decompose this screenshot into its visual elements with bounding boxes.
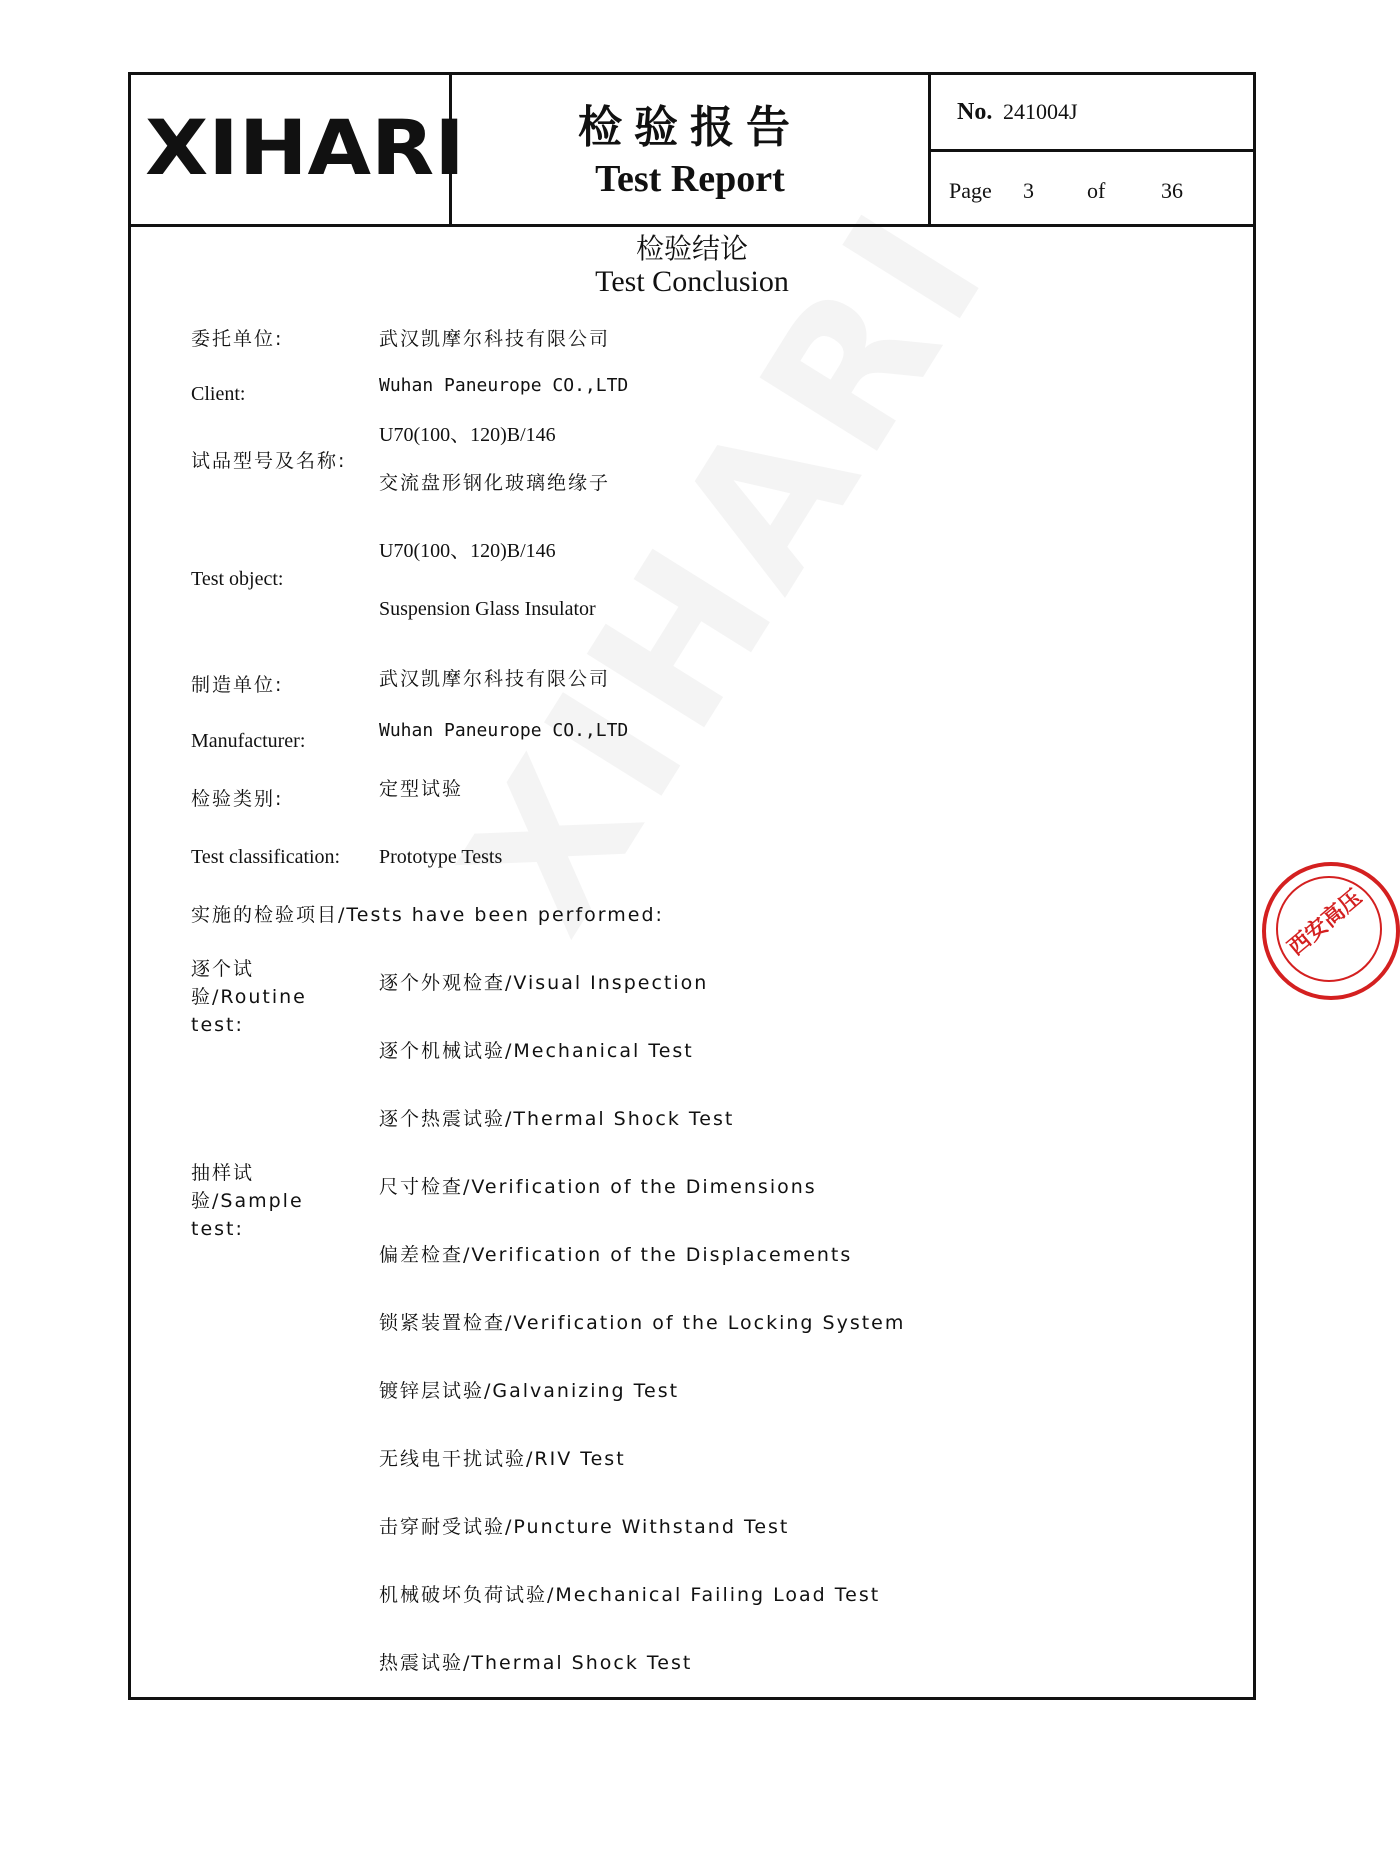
sample-test-item: 偏差检查/Verification of the Displacements — [379, 1244, 853, 1266]
manufacturer-cn-value: 武汉凯摩尔科技有限公司 — [379, 668, 611, 690]
client-cn-label: 委托单位: — [191, 328, 284, 350]
page-total: 36 — [1161, 178, 1183, 203]
logo-cell — [131, 75, 465, 224]
section-title-en: Test Conclusion — [595, 265, 789, 298]
client-cn-value: 武汉凯摩尔科技有限公司 — [379, 328, 611, 350]
report-header — [131, 75, 1253, 227]
class-en-label: Test classification: — [191, 846, 341, 868]
client-en-label: Client: — [191, 383, 246, 405]
class-en-value: Prototype Tests — [379, 846, 503, 868]
routine-test-item: 逐个外观检查/Visual Inspection — [379, 972, 709, 994]
object-en-label: Test object: — [191, 568, 284, 590]
object-en-model: U70(100、120)B/146 — [379, 540, 556, 562]
sample-test-item: 无线电干扰试验/RIV Test — [379, 1448, 626, 1470]
sample-test-item: 尺寸检查/Verification of the Dimensions — [379, 1176, 817, 1198]
sample-test-label: 抽样试验/Sample test: — [191, 1162, 304, 1240]
report-number-row — [931, 75, 1253, 152]
sample-test-item: 热震试验/Thermal Shock Test — [379, 1652, 693, 1674]
object-cn-name: 交流盘形钢化玻璃绝缘子 — [379, 472, 611, 494]
routine-test-item: 逐个机械试验/Mechanical Test — [379, 1040, 694, 1062]
report-title-cn: 检验报告 — [578, 102, 802, 153]
routine-test-label: 逐个试验/Routine test: — [191, 958, 307, 1036]
class-cn-value: 定型试验 — [379, 778, 464, 800]
title-cell — [452, 75, 931, 224]
client-en-value: Wuhan Paneurope CO.,LTD — [379, 375, 629, 396]
page-label: Page — [949, 178, 992, 203]
section-title-cn: 检验结论 — [635, 232, 748, 265]
page-of-label: of — [1087, 178, 1106, 203]
manufacturer-cn-label: 制造单位: — [191, 674, 284, 696]
manufacturer-en-value: Wuhan Paneurope CO.,LTD — [379, 720, 629, 741]
report-title-en: Test Report — [595, 158, 785, 200]
report-number-label: No. — [957, 99, 993, 125]
tests-performed-label: 实施的检验项目/Tests have been performed: — [191, 904, 664, 926]
info-cell — [931, 75, 1253, 224]
report-frame — [128, 72, 1256, 1700]
class-cn-label: 检验类别: — [191, 788, 284, 810]
object-cn-label: 试品型号及名称: — [191, 450, 347, 472]
report-number-value: 241004J — [1003, 99, 1078, 124]
page-current: 3 — [1023, 178, 1034, 203]
sample-test-item: 镀锌层试验/Galvanizing Test — [379, 1380, 680, 1402]
sample-test-item: 锁紧装置检查/Verification of the Locking System — [379, 1312, 906, 1334]
official-seal-stamp — [1262, 862, 1400, 1000]
company-logo: XIHARI — [145, 103, 465, 192]
manufacturer-en-label: Manufacturer: — [191, 730, 306, 752]
object-en-name: Suspension Glass Insulator — [379, 598, 596, 620]
sample-test-item: 机械破坏负荷试验/Mechanical Failing Load Test — [379, 1584, 881, 1606]
sample-test-item: 击穿耐受试验/Puncture Withstand Test — [379, 1516, 790, 1538]
page-number-row — [931, 152, 1253, 224]
routine-test-item: 逐个热震试验/Thermal Shock Test — [379, 1108, 735, 1130]
seal-text: 西安高压 — [1283, 885, 1368, 961]
object-cn-model: U70(100、120)B/146 — [379, 424, 556, 446]
